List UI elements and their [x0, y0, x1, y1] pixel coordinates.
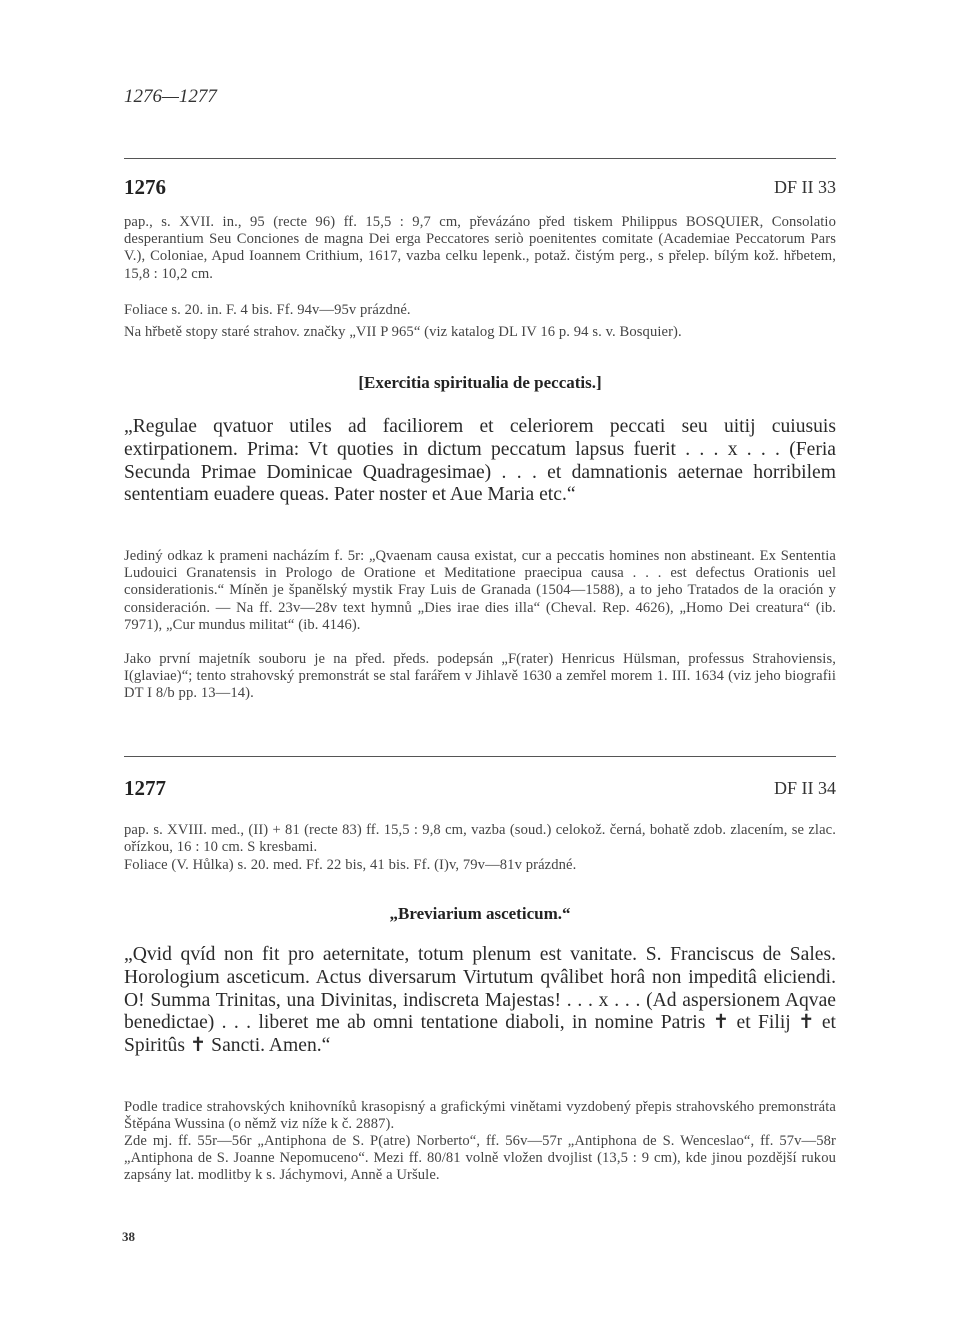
provenance-note: Jako první majetník souboru je na před. předs. podepsán „F(rater) Henricus Hülsman, professus Strahoviensis, I(glaviae)“; tento strahovský premonstrát se stal farářem v Jihlavě 1630 a zemřel morem 1. III. 1634 (viz jeho biografii DT I 8/b pp. 13—14).: [124, 651, 836, 702]
foliation-note: Foliace s. 20. in. F. 4 bis. Ff. 94v—95v prázdné.: [124, 302, 411, 318]
physical-description: pap. s. XVIII. med., (II) + 81 (recte 83) ff. 15,5 : 9,8 cm, vazba (soud.) celokož. černá, bohatě zdob. zlacením, se zlac. ořízkou, 16 : 10 cm. S kresbami.: [124, 822, 836, 856]
shelfmark: DF II 33: [774, 177, 836, 197]
entry-number: 1277: [124, 776, 166, 800]
entry-divider: [124, 158, 836, 159]
physical-description: pap., s. XVII. in., 95 (recte 96) ff. 15,5 : 9,7 cm, převázáno před tiskem Philippus BOSQUIER, Consolatio desperantium Seu Conciones de magna Dei erga Peccatores seriò poenitentes comitate (Academiae Peccatorum Pars V.), Coloniae, Apud Ioannem Crithium, 1617, vazba celku lepenk., potaž. čistým perg., s přelep. bílým kož. hřbetem, 15,8 : 10,2 cm.: [124, 214, 836, 282]
source-note: Jediný odkaz k prameni nacházím f. 5r: „Qvaenam causa existat, cur a peccatis homines non abstineant. Ex Sententia Ludouici Granatensis in Prologo de Oratione et Meditatione praecipua causa . . . est defectus Orationis uel considerationis.“ Míněn je španělský mystik Fray Luis de Granada (1504—1588), a to jeho Tratados de la oración y consideración. — Na ff. 23v—28v text hymnů „Dies irae dies illa“ (Cheval. Rep. 4626), „Homo Dei creatura“ (ib. 7971), „Cur mundus militat“ (ib. 4146).: [124, 548, 836, 633]
shelfmark: DF II 34: [774, 778, 836, 798]
page-number: 38: [122, 1229, 135, 1244]
entry-heading: [124, 175, 836, 205]
work-title: [Exercitia spiritualia de peccatis.]: [358, 373, 602, 392]
incipit-text: „Regulae qvatuor utiles ad faciliorem et celeriorem peccati seu uitij cuiusuis extirpationem. Prima: Vt quoties in dictum peccatum lapsus fuerit . . . x . . . (Feria Secunda Primae Dominicae Quadragesimae) . . . et damnationis aeternae horribilem sententiam euadere queas. Pater noster et Aue Maria etc.“: [124, 416, 836, 506]
tradition-note: Podle tradice strahovských knihovníků krasopisný a grafickými vinětami vyzdobený přepis strahovského premonstráta Štěpána Wussina (o němž viz níže k č. 2887).: [124, 1099, 836, 1133]
entry-heading: [124, 776, 836, 806]
spine-note: Na hřbetě stopy staré strahov. značky „VII P 965“ (viz katalog DL IV 16 p. 94 s. v. Bosquier).: [124, 324, 682, 340]
work-title: „Breviarium asceticum.“: [389, 904, 571, 923]
contents-note: Zde mj. ff. 55r—56r „Antiphona de S. P(atre) Norberto“, ff. 56v—57r „Antiphona de S. Wenceslao“, ff. 57v—58r „Antiphona de S. Joanne Nepomuceno“. Mezi ff. 80/81 volně vložen dvojlist (13,5 : 9 cm), kde jinou pozdější rukou zapsány lat. modlitby k s. Jáchymovi, Anně a Uršule.: [124, 1133, 836, 1184]
running-head: 1276—1277: [124, 86, 217, 107]
incipit-text: „Qvid qvíd non fit pro aeternitate, totum plenum est vanitate. S. Franciscus de Sales. Horologium asceticum. Actus diversarum Virtutum qvâlibet horâ non impeditâ eliciendi. O! Summa Trinitas, una Divinitas, indiscreta Majestas! . . . x . . . (Ad aspersionem Aqvae benedictae) . . . liberet me ab omni tentatione diaboli, in nomine Patris ✝ et Filij ✝ et Spiritûs ✝ Sancti. Amen.“: [124, 944, 836, 1057]
entry-number: 1276: [124, 175, 166, 199]
foliation-note: Foliace (V. Hůlka) s. 20. med. Ff. 22 bis, 41 bis. Ff. (I)v, 79v—81v prázdné.: [124, 857, 577, 873]
entry-divider: [124, 756, 836, 757]
